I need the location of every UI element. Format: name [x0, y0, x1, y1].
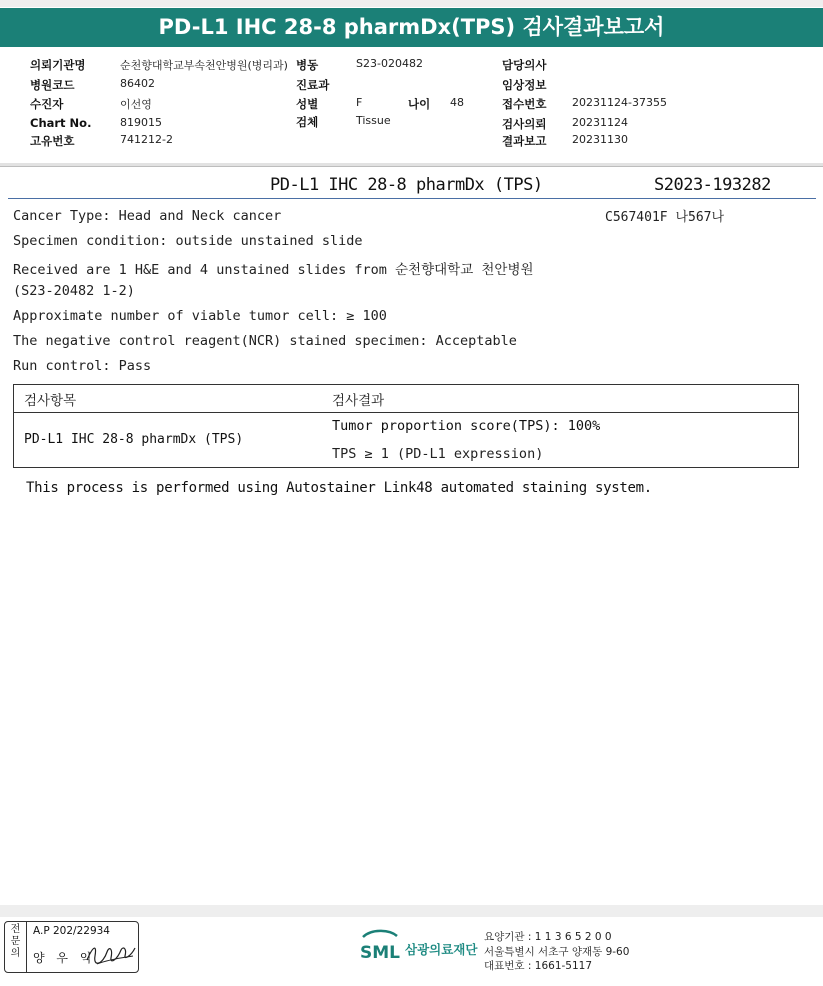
dept-label: 진료과 [296, 78, 330, 92]
bottom-strip [0, 905, 823, 917]
sex-label: 성별 [296, 97, 319, 111]
request-date-label: 검사의뢰 [502, 117, 547, 131]
stamp-license: A.P 202/22934 [33, 925, 110, 937]
hospital-code-value: 86402 [120, 77, 155, 90]
report-id: S2023-193282 [654, 175, 771, 195]
reception-no-value: 20231124-37355 [572, 96, 667, 109]
top-strip [0, 0, 823, 7]
report-date-value: 20231130 [572, 133, 628, 146]
result-item: PD-L1 IHC 28-8 pharmDx (TPS) [24, 432, 244, 447]
institution-code: 요양기관 : 1 1 3 6 5 2 0 0 [484, 931, 612, 943]
negative-control-line: The negative control reagent(NCR) stained specimen: Acceptable [13, 333, 517, 349]
received-line: Received are 1 H&E and 4 unstained slides from 순천향대학교 천안병원 [13, 262, 534, 278]
col-header-result: 검사결과 [332, 393, 385, 409]
request-date-value: 20231124 [572, 116, 628, 129]
report-title-bar [0, 8, 823, 47]
pathologist-stamp [4, 921, 139, 973]
specimen-value: Tissue [356, 114, 391, 127]
slide-ref-line: (S23-20482 1-2) [13, 283, 135, 299]
stamp-side-label: 전문의 [5, 922, 27, 972]
col-header-item: 검사항목 [24, 393, 77, 409]
tumor-cell-line: Approximate number of viable tumor cell: ≥ 100 [13, 308, 387, 324]
report-date-label: 결과보고 [502, 134, 547, 148]
age-label: 나이 [408, 97, 431, 111]
phone-number: 대표번호 : 1661-5117 [484, 960, 593, 972]
result-table [13, 384, 799, 468]
clinical-info-label: 임상정보 [502, 78, 547, 92]
ward-value: S23-020482 [356, 57, 423, 70]
chart-no-value: 819015 [120, 116, 162, 129]
specimen-code: C567401F 나567나 [605, 210, 725, 225]
patient-name-value: 이선영 [120, 98, 152, 111]
report-test-title: PD-L1 IHC 28-8 pharmDx (TPS) [270, 175, 543, 195]
result-table-header [14, 385, 798, 413]
cancer-type-line: Cancer Type: Head and Neck cancer [13, 208, 282, 224]
chart-no-label: Chart No. [30, 116, 92, 130]
specimen-condition-line: Specimen condition: outside unstained slide [13, 233, 363, 249]
stamp-name: 양 우 익 [33, 951, 96, 965]
unique-no-label: 고유번호 [30, 134, 75, 148]
unique-no-value: 741212-2 [120, 133, 173, 146]
logo-letters: SML [360, 943, 400, 963]
page-title: PD-L1 IHC 28-8 pharmDx(TPS) 검사결과보고서 [158, 15, 665, 39]
result-tps-interpretation: TPS ≥ 1 (PD-L1 expression) [332, 446, 544, 462]
signature-image [83, 938, 139, 970]
age-value: 48 [450, 96, 464, 109]
process-footnote: This process is performed using Autostainer Link48 automated staining system. [26, 480, 652, 496]
address: 서울특별시 서초구 양재동 9-60 [484, 946, 630, 958]
institution-value: 순천향대학교부속천안병원(병리과) [120, 59, 288, 72]
title-underline [8, 198, 816, 199]
ward-label: 병동 [296, 58, 319, 72]
logo-name: 삼광의료재단 [405, 942, 478, 957]
patient-name-label: 수진자 [30, 97, 64, 111]
run-control-line: Run control: Pass [13, 358, 152, 374]
sex-value: F [356, 96, 363, 109]
sml-logo-icon [357, 927, 403, 967]
doctor-label: 담당의사 [502, 58, 547, 72]
reception-no-label: 접수번호 [502, 97, 547, 111]
header-separator-line [0, 166, 823, 167]
specimen-label: 검체 [296, 115, 319, 129]
institution-label: 의뢰기관명 [30, 58, 86, 72]
hospital-code-label: 병원코드 [30, 78, 75, 92]
result-tps-score: Tumor proportion score(TPS): 100% [332, 418, 601, 434]
